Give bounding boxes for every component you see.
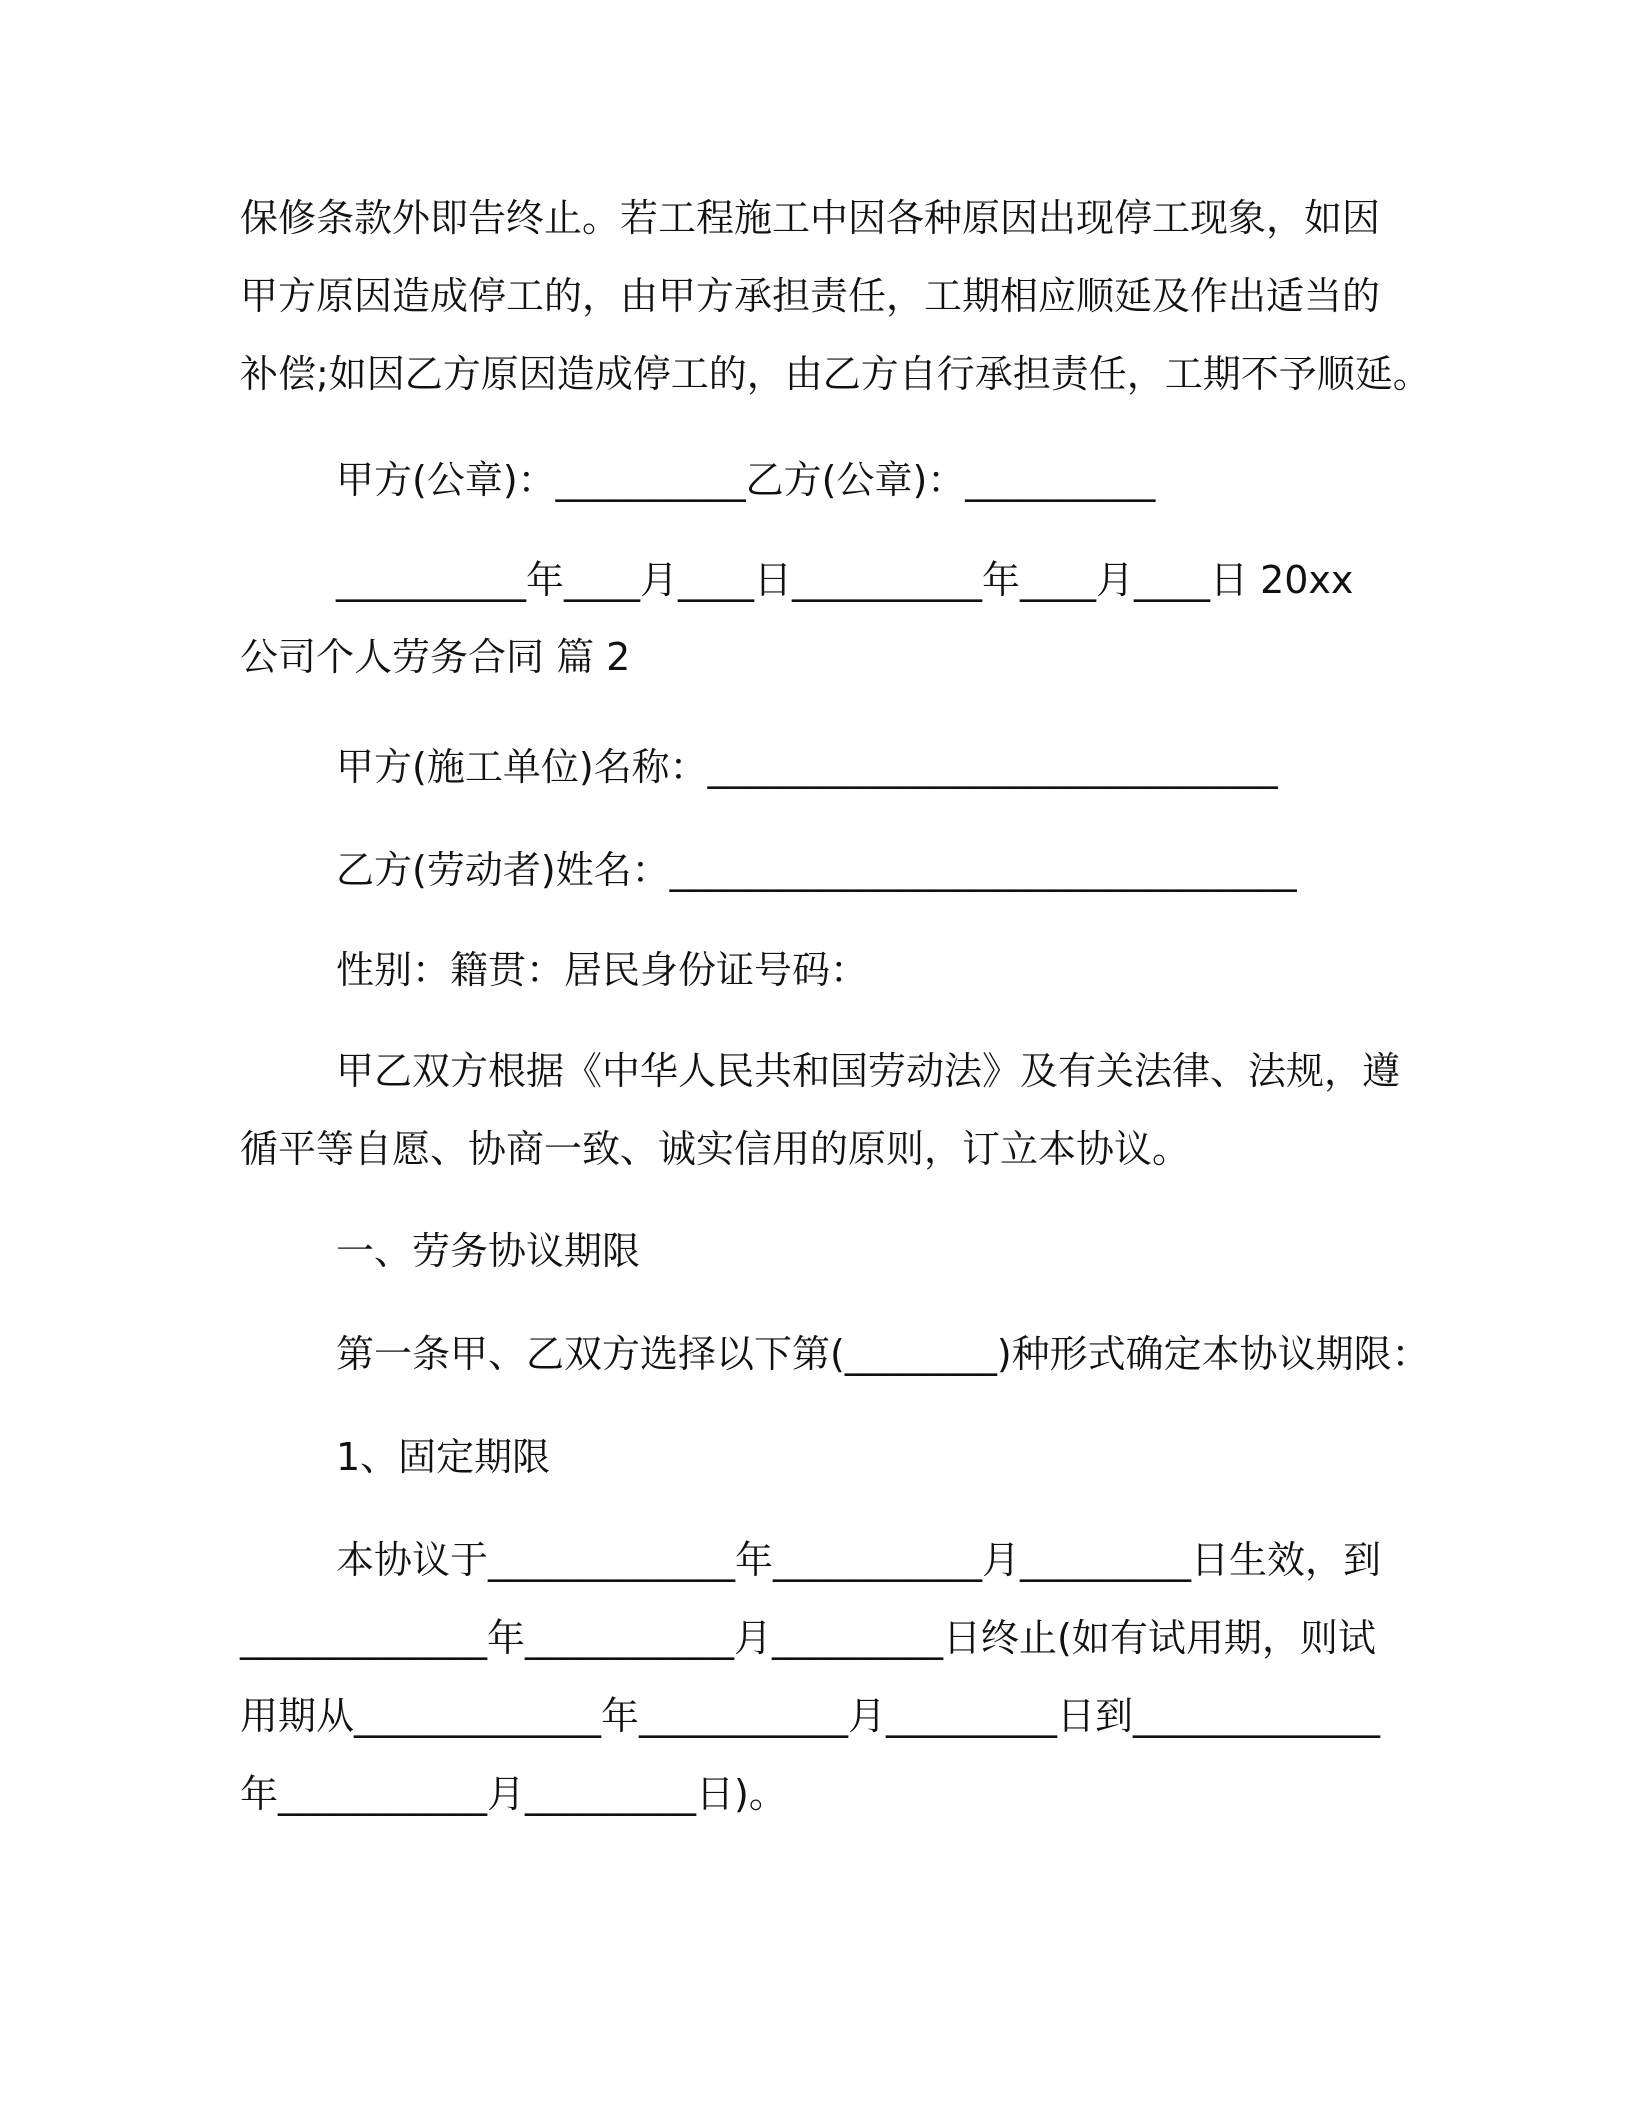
paragraph-line: 甲方原因造成停工的，由甲方承担责任，工期相应顺延及作出适当的 — [240, 274, 1381, 318]
paragraph-line: 循平等自愿、协商一致、诚实信用的原则，订立本协议。 — [240, 1127, 1191, 1171]
party-b-name-field: 乙方(劳动者)姓名：_________________________________ — [336, 848, 1297, 892]
section-title: 公司个人劳务合同 篇 2 — [240, 635, 631, 679]
section-heading: 一、劳务协议期限 — [336, 1229, 641, 1273]
article-line: 第一条甲、乙双方选择以下第(________)种形式确定本协议期限： — [336, 1332, 1430, 1376]
personal-info-line: 性别：籍贯：居民身份证号码： — [336, 948, 869, 992]
seal-signature-line: 甲方(公章)：__________乙方(公章)：__________ — [336, 458, 1156, 502]
paragraph-line: 甲乙双方根据《中华人民共和国劳动法》及有关法律、法规，遵 — [336, 1049, 1401, 1093]
party-a-name-field: 甲方(施工单位)名称：______________________________ — [336, 745, 1278, 789]
paragraph-line: 年___________月_________日)。 — [240, 1772, 787, 1816]
paragraph-line: 用期从_____________年___________月_________日到_____________ — [240, 1694, 1381, 1738]
paragraph-line: 保修条款外即告终止。若工程施工中因各种原因出现停工现象，如因 — [240, 196, 1381, 240]
paragraph-line: 本协议于_____________年___________月_________日生效，到 — [336, 1538, 1382, 1582]
paragraph-line: _____________年___________月_________日终止(如有试用期，则试 — [240, 1616, 1376, 1660]
date-line: __________年____月____日__________年____月____日 20xx — [336, 558, 1354, 602]
paragraph-line: 补偿;如因乙方原因造成停工的，由乙方自行承担责任，工期不予顺延。 — [240, 352, 1431, 396]
subsection-heading: 1、固定期限 — [336, 1435, 551, 1479]
